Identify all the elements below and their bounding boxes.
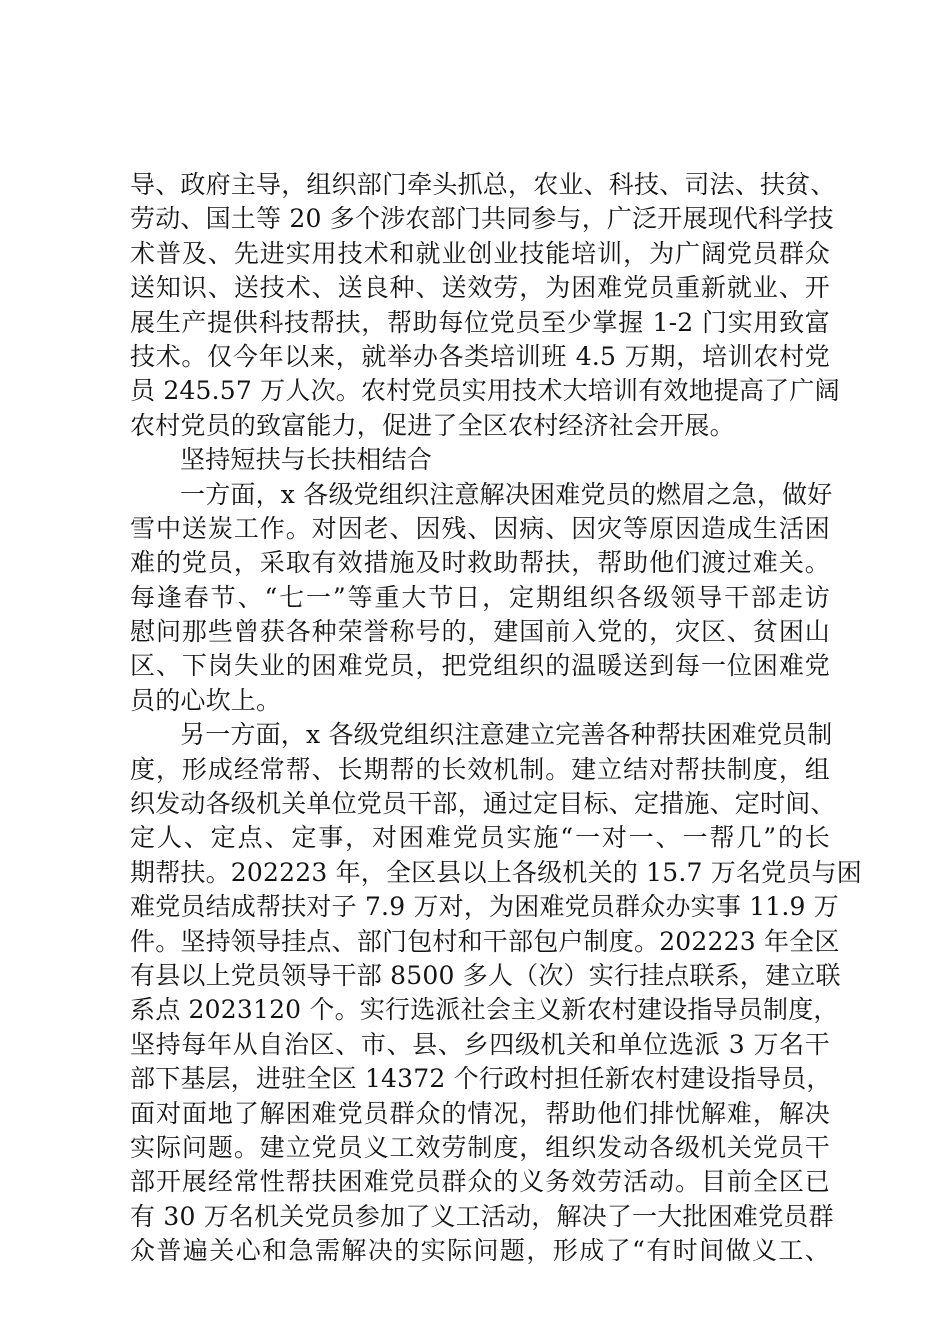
text-line: 难党员结成帮扶对子 7.9 万对，为困难党员群众办实事 11.9 万 [130,892,840,922]
body-text [130,168,862,1269]
text-line: 期帮扶。202223 年，全区县以上各级机关的 15.7 万名党员与困 [130,857,862,887]
text-line: 件。坚持领导挂点、部门包村和干部包户制度。202223 年全区 [130,926,840,956]
text-line: 众普遍关心和急需解决的实际问题，形成了“有时间做义工、 [130,1236,830,1266]
text-line: 农村党员的致富能力，促进了全区农村经济社会开展。 [130,410,735,440]
text-line: 有县以上党员领导干部 8500 多人（次）实行挂点联系，建立联 [130,960,841,990]
text-line: 劳动、国土等 20 多个涉农部门共同参与，广泛开展现代科学技 [130,204,834,234]
text-line: 送知识、送技术、送良种、送效劳，为困难党员重新就业、开 [130,273,830,303]
text-line: 定人、定点、定事，对困难党员实施“一对一、一帮几”的长 [130,823,830,853]
text-line: 织发动各级机关单位党员干部，通过定目标、定措施、定时间、 [130,789,836,819]
text-line: 另一方面，x 各级党组织注意建立完善各种帮扶困难党员制 [180,720,833,750]
text-line: 术普及、先进实用技术和就业创业技能培训，为广阔党员群众 [130,238,830,268]
text-line: 面对面地了解困难党员群众的情况，帮助他们排忧解难，解决 [130,1098,830,1128]
text-line: 区、下岗失业的困难党员，把党组织的温暖送到每一位困难党 [130,651,830,681]
text-line: 系点 2023120 个。实行选派社会主义新农村建设指导员制度， [130,995,839,1025]
text-line: 导、政府主导，组织部门牵头抓总，农业、科技、司法、扶贫、 [130,170,836,199]
text-line: 一方面，x 各级党组织注意解决困难党员的燃眉之急，做好 [180,479,833,509]
text-line: 难的党员，采取有效措施及时救助帮扶，帮助他们渡过难关。 [130,548,830,578]
text-line: 员的心坎上。 [130,685,282,715]
text-line: 部下基层，进驻全区 14372 个行政村担任新农村建设指导员， [130,1064,832,1094]
text-line: 部开展经常性帮扶困难党员群众的义务效劳活动。目前全区已 [130,1167,830,1197]
text-line: 展生产提供科技帮扶，帮助每位党员至少掌握 1-2 门实用致富 [130,307,830,337]
text-line: 员 245.57 万人次。农村党员实用技术大培训有效地提高了广阔 [130,376,840,406]
text-line: 度，形成经常帮、长期帮的长效机制。建立结对帮扶制度，组 [130,754,830,784]
text-line: 有 30 万名机关党员参加了义工活动，解决了一大批困难党员群 [130,1201,834,1231]
text-line: 慰问那些曾获各种荣誉称号的，建国前入党的，灾区、贫困山 [130,617,830,647]
text-line: 坚持短扶与长扶相结合 [180,445,433,475]
text-line: 技术。仅今年以来，就举办各类培训班 4.5 万期，培训农村党 [130,341,830,371]
text-line: 每逢春节、“七一”等重大节日，定期组织各级领导干部走访 [130,582,830,612]
text-line: 实际问题。建立党员义工效劳制度，组织发动各级机关党员干 [130,1132,830,1162]
text-line: 坚持每年从自治区、市、县、乡四级机关和单位选派 3 万名干 [130,1029,830,1059]
text-line: 雪中送炭工作。对因老、因残、因病、因灾等原因造成生活困 [130,513,830,543]
